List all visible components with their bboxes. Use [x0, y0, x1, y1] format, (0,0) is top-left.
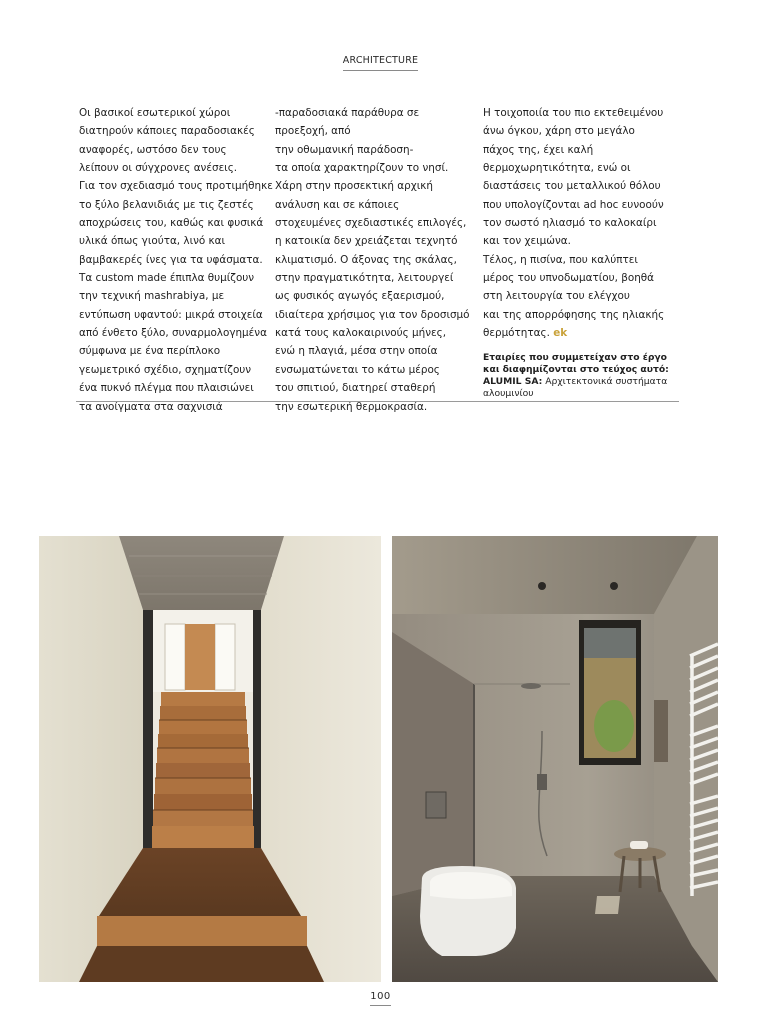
text-line: ένα πυκνό πλέγμα που πλαισιώνει: [79, 382, 254, 395]
photo-staircase: [39, 536, 381, 982]
text-line: αποχρώσεις του, καθώς και φυσικά: [79, 217, 264, 230]
credits-heading-2: και διαφημίζονται στο τεύχος αυτό:: [483, 364, 669, 376]
credits-company: ALUMIL SA:: [483, 376, 543, 388]
page-number-text: 100: [370, 991, 391, 1006]
text-line: θερμοχωρητικότητα, ενώ οι: [483, 162, 631, 175]
text-line: αναφορές, ωστόσο δεν τους: [79, 143, 227, 156]
text-line: γεωμετρικό σχέδιο, σχηματίζουν: [79, 363, 252, 376]
text-line: στη λειτουργία του ελέγχου: [483, 290, 630, 303]
text-line: κατά τους καλοκαιρινούς μήνες,: [275, 327, 447, 340]
article-body: [79, 104, 689, 416]
text-line: κλιματισμό. Ο άξονας της σκάλας,: [275, 253, 457, 266]
text-line: τα ανοίγματα στα σαχνισιά: [79, 400, 223, 413]
article-column-3: [483, 104, 693, 400]
text-line: και της απορρόφησης της ηλιακής: [483, 308, 665, 321]
section-label-text: ARCHITECTURE: [343, 55, 418, 71]
text-line: διαστάσεις του μεταλλικού θόλου: [483, 180, 661, 193]
text-line: Για τον σχεδιασμό τους προτιμήθηκε: [79, 180, 273, 193]
text-line: από ένθετο ξύλο, συναρμολογημένα: [79, 327, 267, 340]
credits-description-2: αλουμινίου: [483, 388, 534, 400]
text-line: Οι βασικοί εσωτερικοί χώροι: [79, 107, 231, 119]
text-line: η κατοικία δεν χρειάζεται τεχνητό: [275, 235, 458, 248]
text-line: τα οποία χαρακτηρίζουν το νησί.: [275, 162, 449, 175]
article-column-1: [79, 104, 277, 416]
text-line: διατηρούν κάποιες παραδοσιακές: [79, 125, 255, 138]
section-divider: [76, 401, 679, 402]
text-line: λείπουν οι σύγχρονες ανέσεις.: [79, 162, 238, 175]
text-line: την τεχνική mashrabiya, με: [79, 290, 225, 303]
text-line: βαμβακερές ίνες για τα υφάσματα.: [79, 253, 263, 266]
credits-box: [483, 352, 693, 400]
text-line: ενσωματώνεται το κάτω μέρος: [275, 363, 440, 376]
bathroom-illustration: [392, 536, 718, 982]
credits-entry: [483, 376, 693, 388]
section-label: [0, 48, 761, 71]
text-line: την εσωτερική θερμοκρασία.: [275, 400, 428, 413]
text-line: ενώ η πλαγιά, μέσα στην οποία: [275, 345, 438, 358]
text-line: πάχος της, έχει καλή: [483, 143, 594, 156]
text-line: Η τοιχοποιία του πιο εκτεθειμένου: [483, 107, 664, 119]
photo-bathroom: [392, 536, 718, 982]
staircase-illustration: [39, 536, 381, 982]
text-line: υλικά όπως γιούτα, λινό και: [79, 235, 226, 248]
text-line: Τέλος, η πισίνα, που καλύπτει: [483, 253, 638, 266]
text-line: σύμφωνα με ένα περίπλοκο: [79, 345, 221, 358]
credits-heading-1: Εταιρίες που συμμετείχαν στο έργο: [483, 352, 667, 364]
text-line: εντύπωση υφαντού: μικρά στοιχεία: [79, 308, 263, 321]
text-line: που υπολογίζονται ad hoc ευνοούν: [483, 198, 664, 211]
text-line: -παραδοσιακά παράθυρα σε: [275, 107, 420, 119]
text-line: Χάρη στην προσεκτική αρχική: [275, 180, 433, 193]
end-mark-logo: ek: [553, 327, 568, 340]
text-line: μέρος του υπνοδωματίου, βοηθά: [483, 272, 654, 285]
text-line: ιδιαίτερα χρήσιμος για τον δροσισμό: [275, 308, 470, 321]
credits-description-1: Αρχιτεκτονικά συστήματα: [545, 376, 668, 388]
text-line: ως φυσικός αγωγός εξαερισμού,: [275, 290, 445, 303]
text-line: στην πραγματικότητα, λειτουργεί: [275, 272, 454, 285]
text-line: προεξοχή, από: [275, 125, 351, 138]
text-line: τον σωστό ηλιασμό το καλοκαίρι: [483, 217, 657, 230]
text-line: το ξύλο βελανιδιάς με τις ζεστές: [79, 198, 254, 211]
text-line: ανάλυση και σε κάποιες: [275, 198, 400, 211]
article-column-2: [275, 104, 480, 416]
last-line-text: θερμότητας.: [483, 327, 550, 340]
text-line: Τα custom made έπιπλα θυμίζουν: [79, 272, 255, 285]
stair-steps: [152, 692, 254, 848]
text-line: του σπιτιού, διατηρεί σταθερή: [275, 382, 436, 395]
text-line: την οθωμανική παράδοση-: [275, 143, 414, 156]
text-line-last: [483, 324, 693, 342]
text-line: και τον χειμώνα.: [483, 235, 571, 248]
text-line: στοχευμένες σχεδιαστικές επιλογές,: [275, 217, 467, 230]
text-line: άνω όγκου, χάρη στο μεγάλο: [483, 125, 635, 138]
page-number: [0, 984, 761, 1006]
